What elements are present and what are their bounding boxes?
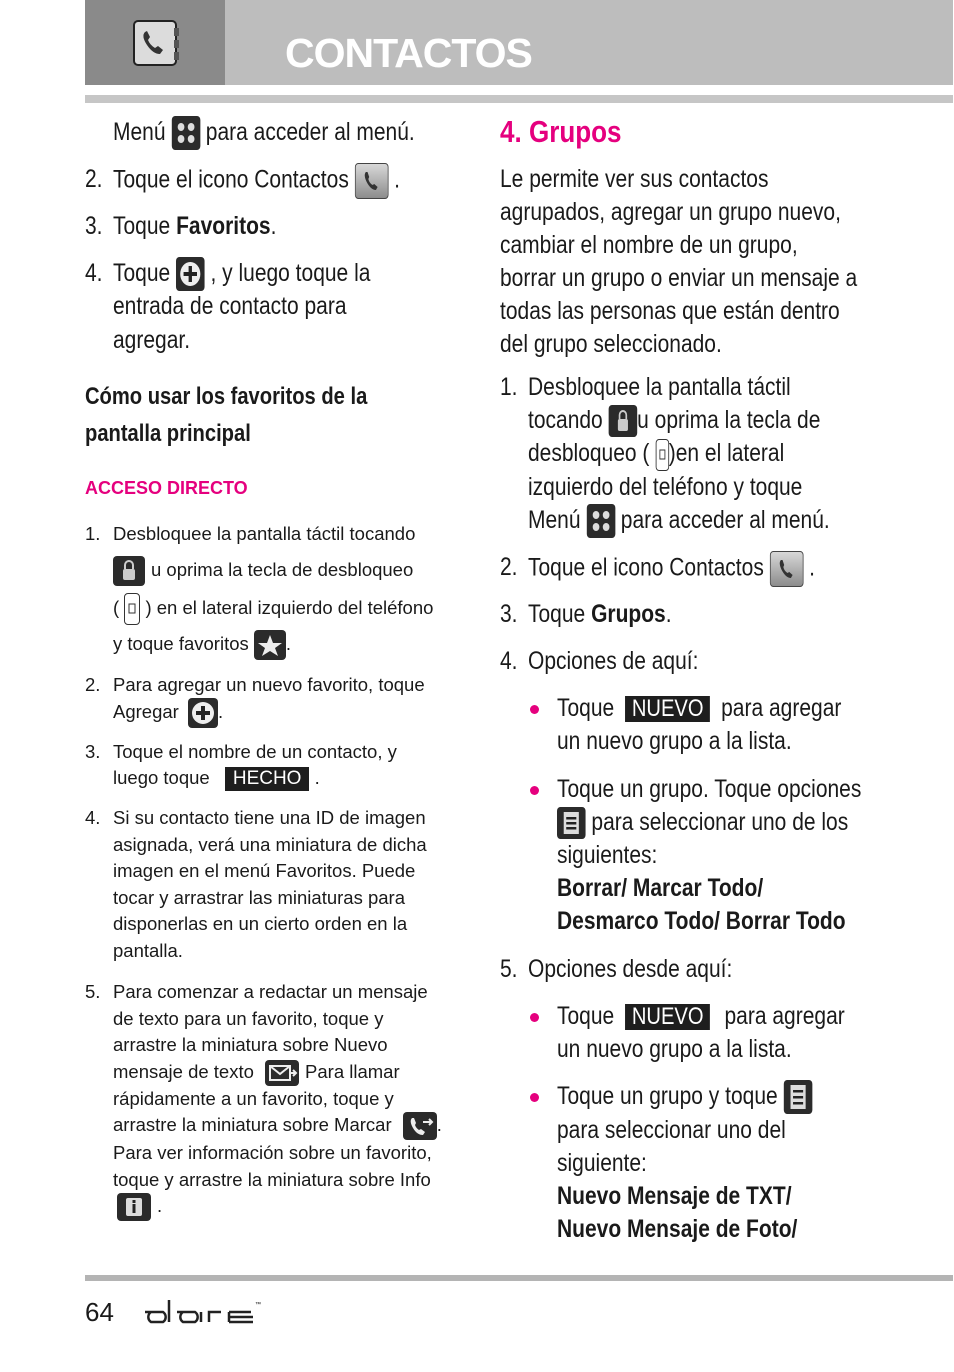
add-plus-icon <box>176 257 205 291</box>
dial-call-icon <box>403 1112 437 1140</box>
contacts-icon <box>770 551 804 587</box>
menu-grid-icon <box>586 504 615 538</box>
shortcut-step-1-line: u oprima la tecla de desbloqueo <box>113 556 413 586</box>
bullet-dot <box>530 1013 539 1022</box>
options-list-icon <box>784 1080 813 1114</box>
svg-text:™: ™ <box>255 1302 261 1308</box>
new-message-icon <box>265 1060 299 1086</box>
subheading: Cómo usar los favoritos de la pantalla principal <box>85 383 368 447</box>
nuevo-button-label: NUEVO <box>625 696 710 722</box>
left-step-4-line: agregar. <box>113 326 191 354</box>
step-number: 4. <box>85 259 103 287</box>
right-step-5: Opciones desde aquí: <box>528 955 733 983</box>
left-line-menu: Menú para acceder al menú. <box>113 116 415 150</box>
add-plus-icon <box>188 698 218 728</box>
right-step-3: Toque Grupos. <box>528 600 672 628</box>
contacts-icon <box>355 163 389 199</box>
step-number: 2. <box>85 165 103 193</box>
footer-divider <box>85 1275 953 1281</box>
step-number: 2. <box>85 674 101 695</box>
shortcut-step-2-line: Agregar . <box>113 698 223 728</box>
shortcut-step-1: Desbloquee la pantalla táctil tocando <box>113 523 416 544</box>
right-step-1: Desbloquee la pantalla táctil tocando u oprima la tecla de desbloqueo ( )en el lateral izquierdo del teléfono y toque Menú para acceder al menú. <box>528 371 830 538</box>
side-key-icon <box>655 439 668 471</box>
page-number: 64 <box>85 1297 114 1327</box>
shortcut-label: ACCESO DIRECTO <box>85 478 248 498</box>
shortcut-step-4: Si su contacto tiene una ID de imagen asignada, verá una miniatura de dicha imagen en el menú Favoritos. Puede tocar y arrastrar las miniaturas para disponerlas en un cierto orden en la pantalla. <box>113 807 427 961</box>
left-step-3: Toque Favoritos. <box>113 212 277 240</box>
step-number: 2. <box>500 553 518 581</box>
step-number: 1. <box>85 523 101 544</box>
brand-logo <box>143 1298 263 1329</box>
lock-icon <box>609 405 638 437</box>
step-number: 4. <box>500 647 518 675</box>
shortcut-step-1-line: ( ) en el lateral izquierdo del teléfono <box>113 593 433 625</box>
section-intro: Le permite ver sus contactos agrupados, agregar un grupo nuevo, cambiar el nombre de un grupo, borrar un grupo o enviar un mensaje a todas las personas que están dentro del grupo seleccionado. <box>500 165 858 358</box>
step-number: 3. <box>85 741 101 762</box>
star-favorites-icon <box>254 630 286 660</box>
shortcut-step-5: Para comenzar a redactar un mensaje de texto para un favorito, toque y arrastre la miniatura sobre Nuevo mensaje de texto Para llamar rápidamente a un favorito, toque y arrastre la miniatura sobre Marcar . Para ver información sobre un favorito, toque y arrastre la miniatura sobre Info . <box>113 979 442 1221</box>
step-number: 5. <box>85 981 101 1002</box>
bullet-new-group-2: Toque NUEVO para agregar un nuevo grupo a la lista. <box>557 1002 845 1063</box>
page-title: CONTACTOS <box>285 30 532 76</box>
side-key-icon <box>124 593 140 625</box>
left-step-2: Toque el icono Contactos . <box>113 163 400 199</box>
info-icon <box>117 1193 151 1221</box>
shortcut-step-2: Para agregar un nuevo favorito, toque <box>113 674 425 695</box>
step-number: 5. <box>500 955 518 983</box>
bullet-dot <box>530 786 539 795</box>
right-step-4: Opciones de aquí: <box>528 647 699 675</box>
bullet-group-options: Toque un grupo. Toque opciones para seleccionar uno de los siguientes: Borrar/ Marcar Todo/ Desmarco Todo/ Borrar Todo <box>557 775 862 936</box>
left-step-4-line: entrada de contacto para <box>113 292 347 320</box>
shortcut-step-3-line: luego toque HECHO . <box>113 767 320 790</box>
step-number: 3. <box>500 600 518 628</box>
left-step-4: Toque , y luego toque la <box>113 257 370 291</box>
bullet-dot <box>530 1093 539 1102</box>
bullet-new-group: Toque NUEVO para agregar un nuevo grupo a la lista. <box>557 694 842 755</box>
contacts-phone-book-icon <box>130 18 182 68</box>
step-number: 1. <box>500 373 518 401</box>
right-step-2: Toque el icono Contactos . <box>528 551 815 587</box>
header-divider <box>85 95 953 103</box>
options-list-icon <box>557 807 586 839</box>
step-number: 4. <box>85 807 101 828</box>
step-number: 3. <box>85 212 103 240</box>
lock-icon <box>113 556 145 586</box>
shortcut-step-1-line: y toque favoritos . <box>113 630 291 660</box>
header-icon-tile <box>85 0 225 85</box>
nuevo-button-label: NUEVO <box>625 1004 710 1030</box>
bullet-group-message: Toque un grupo y toque para seleccionar uno del siguiente: Nuevo Mensaje de TXT/ Nuevo Mensaje de Foto/ <box>557 1080 812 1246</box>
hecho-button-label: HECHO <box>225 767 310 791</box>
bullet-dot <box>530 705 539 714</box>
section-heading: 4. Grupos <box>500 114 622 149</box>
menu-grid-icon <box>171 116 200 150</box>
shortcut-step-3: Toque el nombre de un contacto, y <box>113 741 397 762</box>
